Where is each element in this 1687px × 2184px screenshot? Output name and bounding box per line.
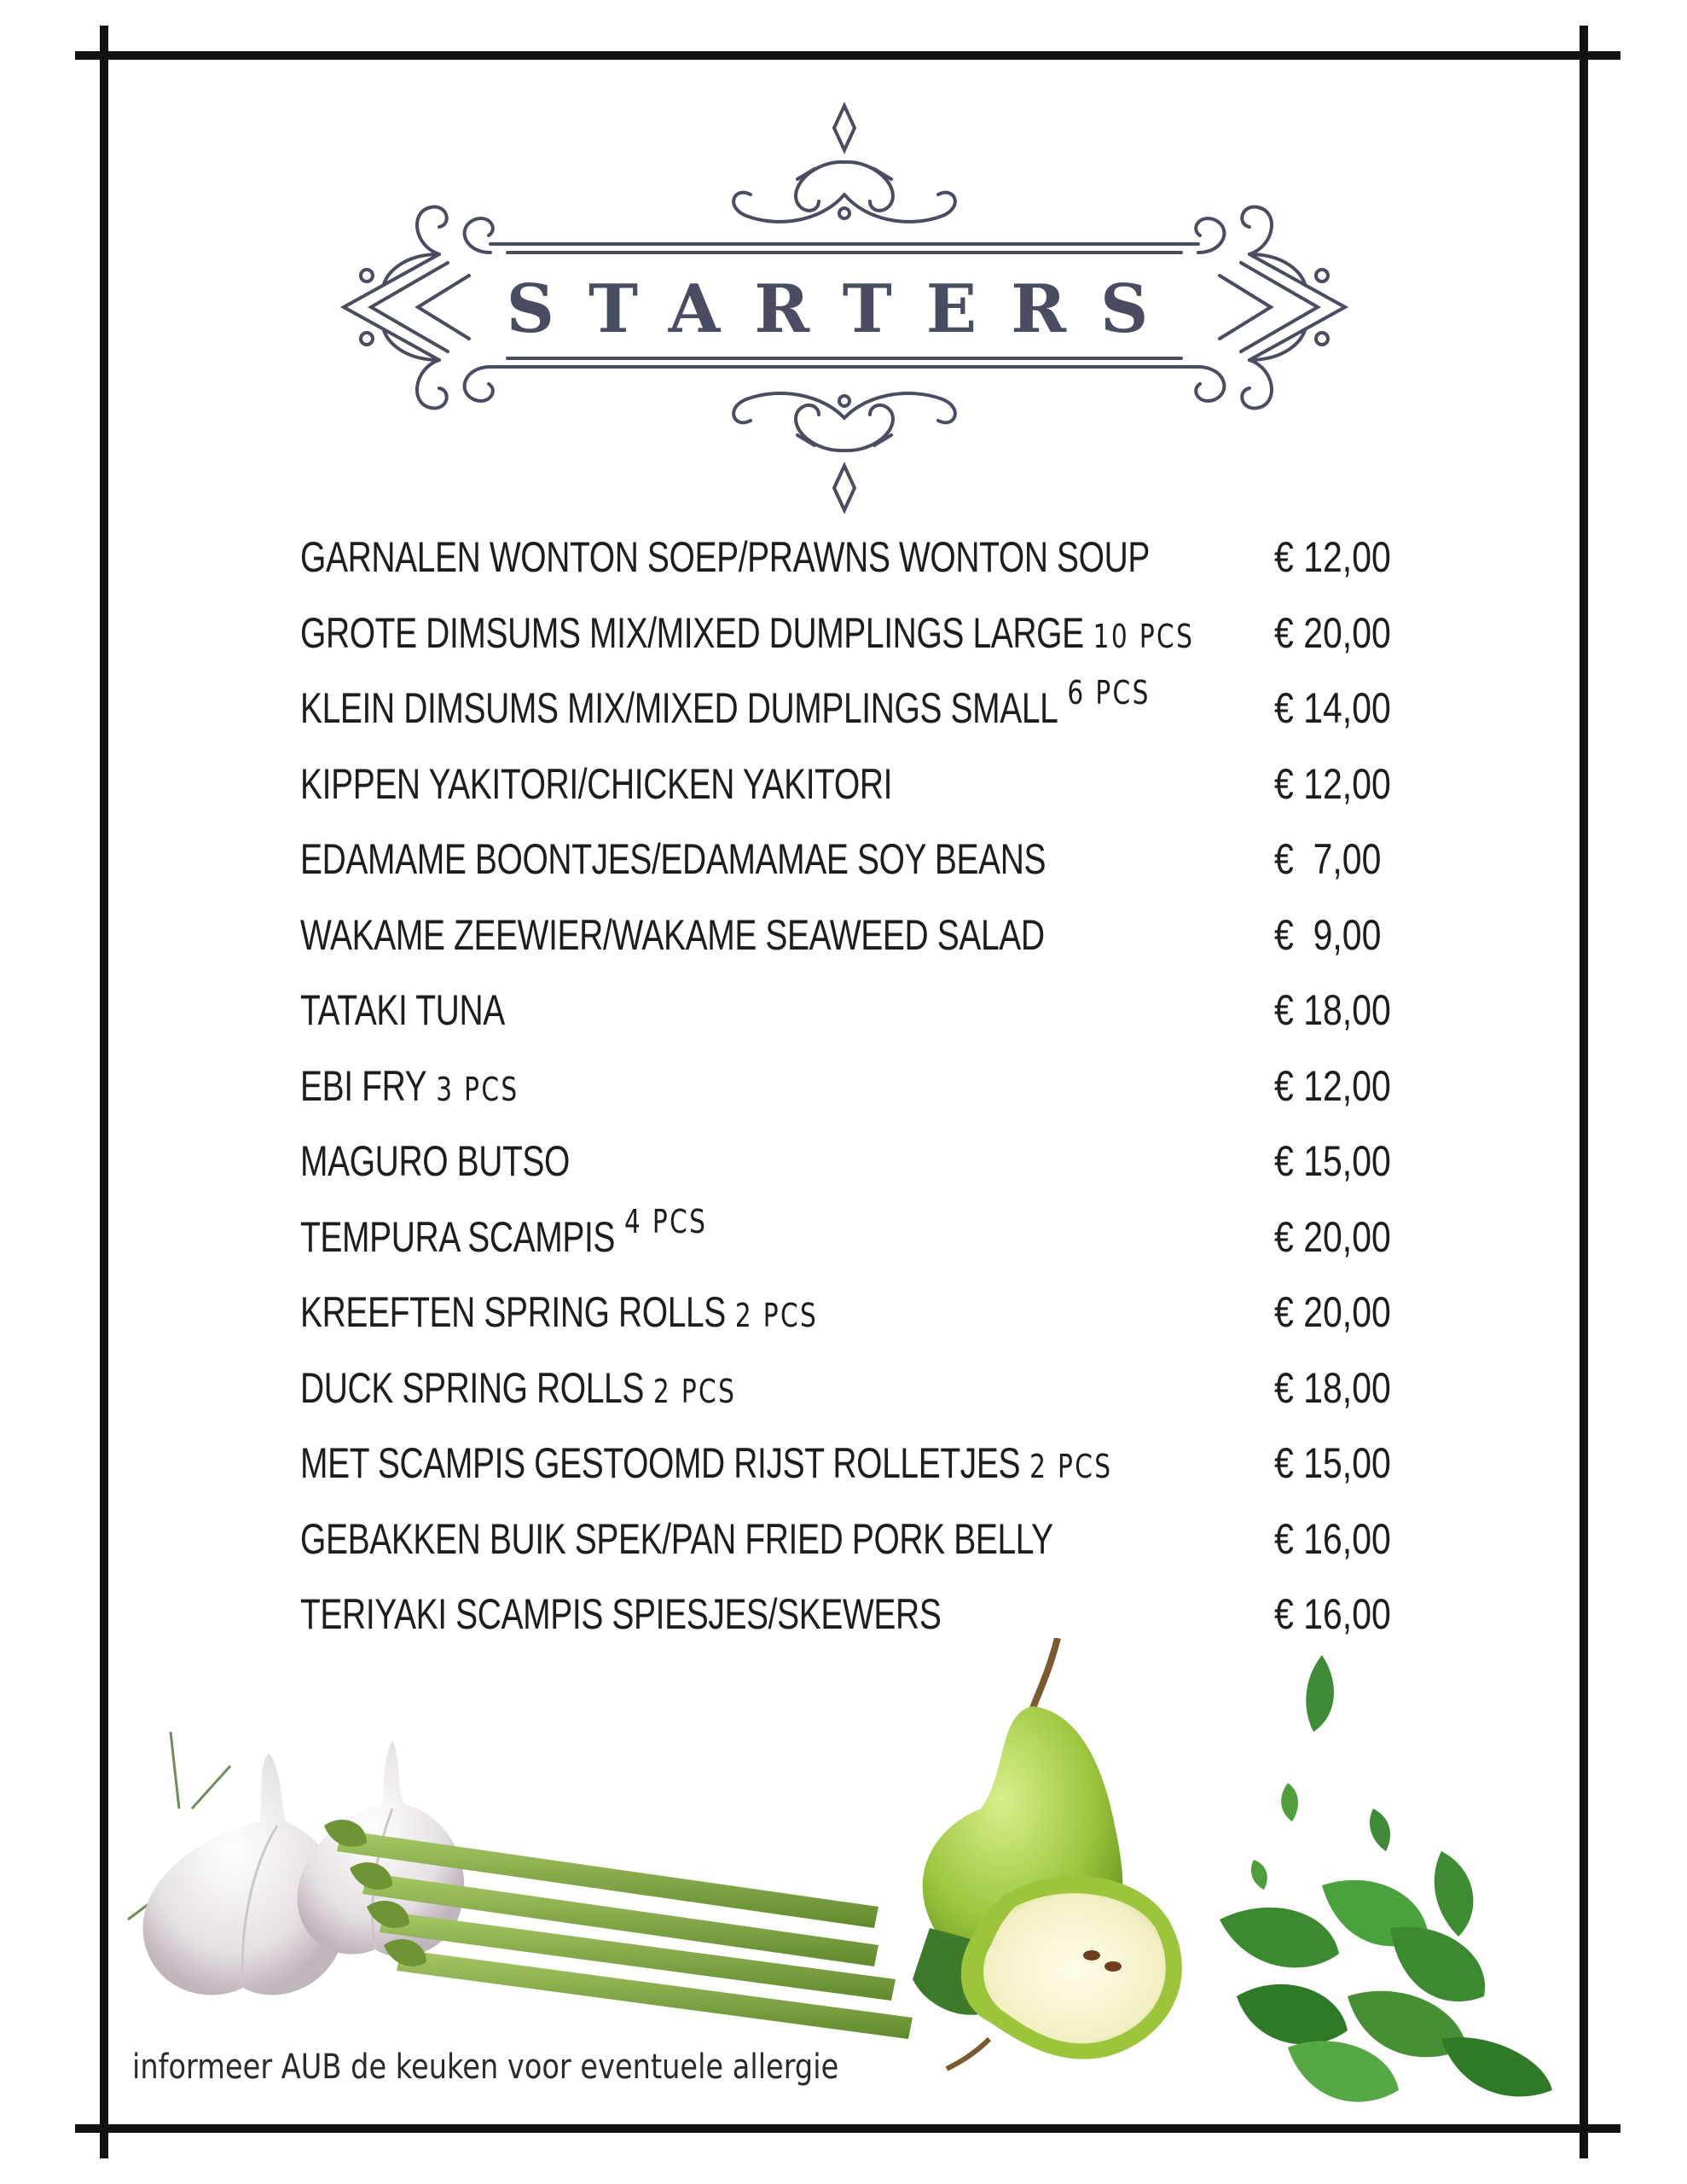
item-name: KREEFTEN SPRING ROLLS 2 PCS [300,1288,819,1336]
item-quantity: 10 PCS [1093,617,1195,655]
item-price: € 14,00 [1274,684,1391,732]
item-name: GROTE DIMSUMS MIX/MIXED DUMPLINGS LARGE 10 PCS [300,608,1195,657]
item-name: DUCK SPRING ROLLS 2 PCS [300,1363,737,1412]
item-price: € 9,00 [1274,910,1382,959]
item-price: € 20,00 [1274,1212,1391,1261]
item-name: TEMPURA SCAMPIS $^{4 PCS}$ [300,1202,708,1261]
item-price: € 15,00 [1274,1439,1391,1487]
menu-item [300,1282,1443,1358]
menu-item [300,1358,1443,1434]
item-name: EDAMAME BOONTJES/EDAMAMAE SOY BEANS [300,835,1046,883]
menu-item [300,674,1443,754]
menu-item [300,980,1443,1056]
menu-list [300,527,1443,1660]
item-name: MET SCAMPIS GESTOOMD RIJST ROLLETJES 2 PCS [300,1439,1113,1487]
frame-top-border [75,51,1620,60]
section-title: STARTERS [506,270,1183,348]
item-price: € 12,00 [1274,1061,1391,1110]
item-name: TERIYAKI SCAMPIS SPIESJES/SKEWERS [300,1590,942,1638]
menu-item [300,1056,1443,1132]
item-price: € 18,00 [1274,1363,1391,1412]
item-name: GARNALEN WONTON SOEP/PRAWNS WONTON SOUP [300,533,1151,581]
frame-left-border [100,26,108,2158]
menu-item [300,603,1443,679]
asparagus-icon [324,1820,913,2039]
item-price: € 12,00 [1274,533,1391,581]
item-quantity: 2 PCS [652,1372,737,1410]
item-quantity: 3 PCS [436,1070,519,1108]
item-price: € 7,00 [1274,835,1382,883]
item-price: € 18,00 [1274,986,1391,1034]
item-price: € 20,00 [1274,1288,1391,1336]
item-price: € 12,00 [1274,759,1391,808]
item-name: KLEIN DIMSUMS MIX/MIXED DUMPLINGS SMALL $^{6 PCS}$ [300,674,1151,732]
frame-right-border [1580,26,1588,2158]
item-quantity: 4 PCS [623,1202,708,1240]
item-name: TATAKI TUNA [300,986,505,1034]
allergy-note: informeer AUB de keuken voor eventuele allergie [132,2048,839,2087]
menu-item [300,527,1443,603]
item-name: MAGURO BUTSO [300,1137,571,1185]
menu-item [300,1433,1443,1509]
item-price: € 15,00 [1274,1137,1391,1185]
pear-icon [913,1638,1182,2069]
item-name: EBI FRY 3 PCS [300,1061,519,1110]
menu-item [300,829,1443,905]
menu-item [300,1509,1443,1585]
frame-bottom-border [75,2124,1620,2133]
item-name: WAKAME ZEEWIER/WAKAME SEAWEED SALAD [300,910,1045,959]
item-quantity: 6 PCS [1067,674,1151,712]
item-price: € 20,00 [1274,608,1391,657]
mint-icon [1220,1655,1552,2102]
item-price: € 16,00 [1274,1514,1391,1563]
menu-item [300,905,1443,981]
item-quantity: 2 PCS [1029,1448,1113,1485]
menu-item [300,754,1443,830]
item-name: GEBAKKEN BUIK SPEK/PAN FRIED PORK BELLY [300,1514,1053,1563]
menu-item [300,1131,1443,1207]
item-name: KIPPEN YAKITORI/CHICKEN YAKITORI [300,759,893,808]
menu-item [300,1202,1443,1283]
item-price: € 16,00 [1274,1590,1391,1638]
item-quantity: 2 PCS [734,1297,819,1334]
